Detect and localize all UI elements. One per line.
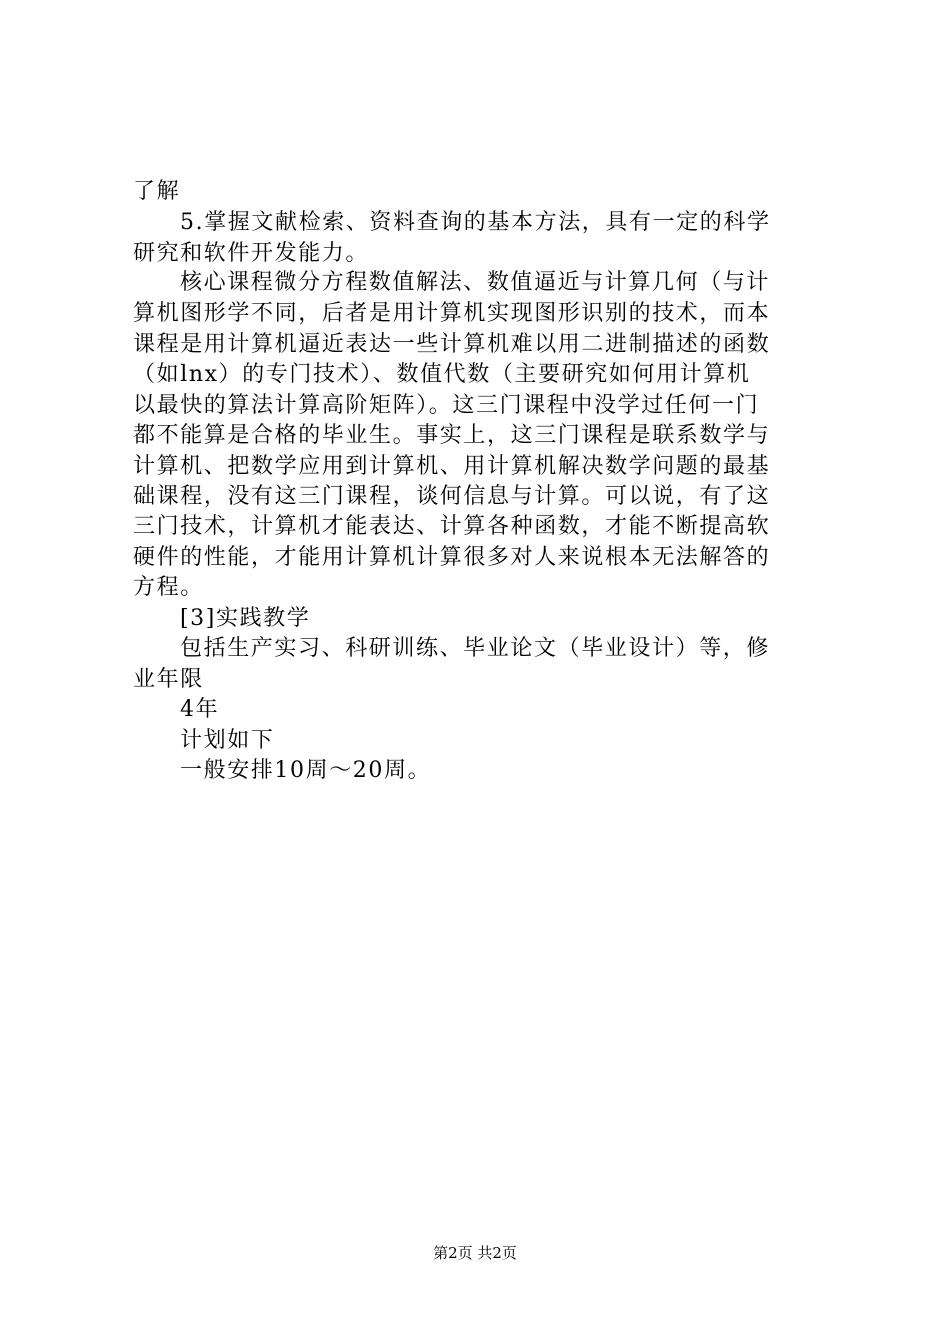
text-line-17: 业年限 [133, 667, 204, 692]
text-line-5: 算机图形学不同，后者是用计算机实现图形识别的技术，而本 [133, 301, 771, 326]
text-line-19: 计划如下 [180, 728, 275, 753]
text-line-13: 硬件的性能，才能用计算机计算很多对人来说根本无法解答的 [133, 545, 771, 570]
text-line-3: 研究和软件开发能力。 [133, 241, 370, 266]
text-line-12: 三门技术，计算机才能表达、计算各种函数，才能不断提高软 [133, 514, 771, 539]
page-number-footer: 第2页 共2页 [433, 1244, 517, 1262]
text-line-11: 础课程，没有这三门课程，谈何信息与计算。可以说，有了这 [133, 484, 771, 509]
text-line-9: 都不能算是合格的毕业生。事实上，这三门课程是联系数学与 [133, 423, 771, 448]
text-line-6: 课程是用计算机逼近表达一些计算机难以用二进制描述的函数 [133, 332, 771, 357]
text-line-10: 计算机、把数学应用到计算机、用计算机解决数学问题的最基 [133, 454, 771, 479]
text-line-14: 方程。 [133, 575, 204, 600]
text-line-16: 包括生产实习、科研训练、毕业论文（毕业设计）等，修 [180, 636, 771, 661]
text-line-18: 4年 [180, 697, 220, 722]
text-line-2: 5.掌握文献检索、资料查询的基本方法，具有一定的科学 [180, 210, 771, 235]
text-line-7: （如lnx）的专门技术）、数值代数（主要研究如何用计算机 [133, 362, 751, 387]
text-line-8: 以最快的算法计算高阶矩阵）。这三门课程中没学过任何一门 [133, 393, 760, 418]
text-line-4: 核心课程微分方程数值解法、数值逼近与计算几何（与计 [180, 270, 771, 295]
text-line-20: 一般安排10周～20周。 [180, 758, 432, 783]
text-line-15: [3]实践教学 [180, 606, 311, 631]
text-line-1: 了解 [133, 179, 181, 204]
